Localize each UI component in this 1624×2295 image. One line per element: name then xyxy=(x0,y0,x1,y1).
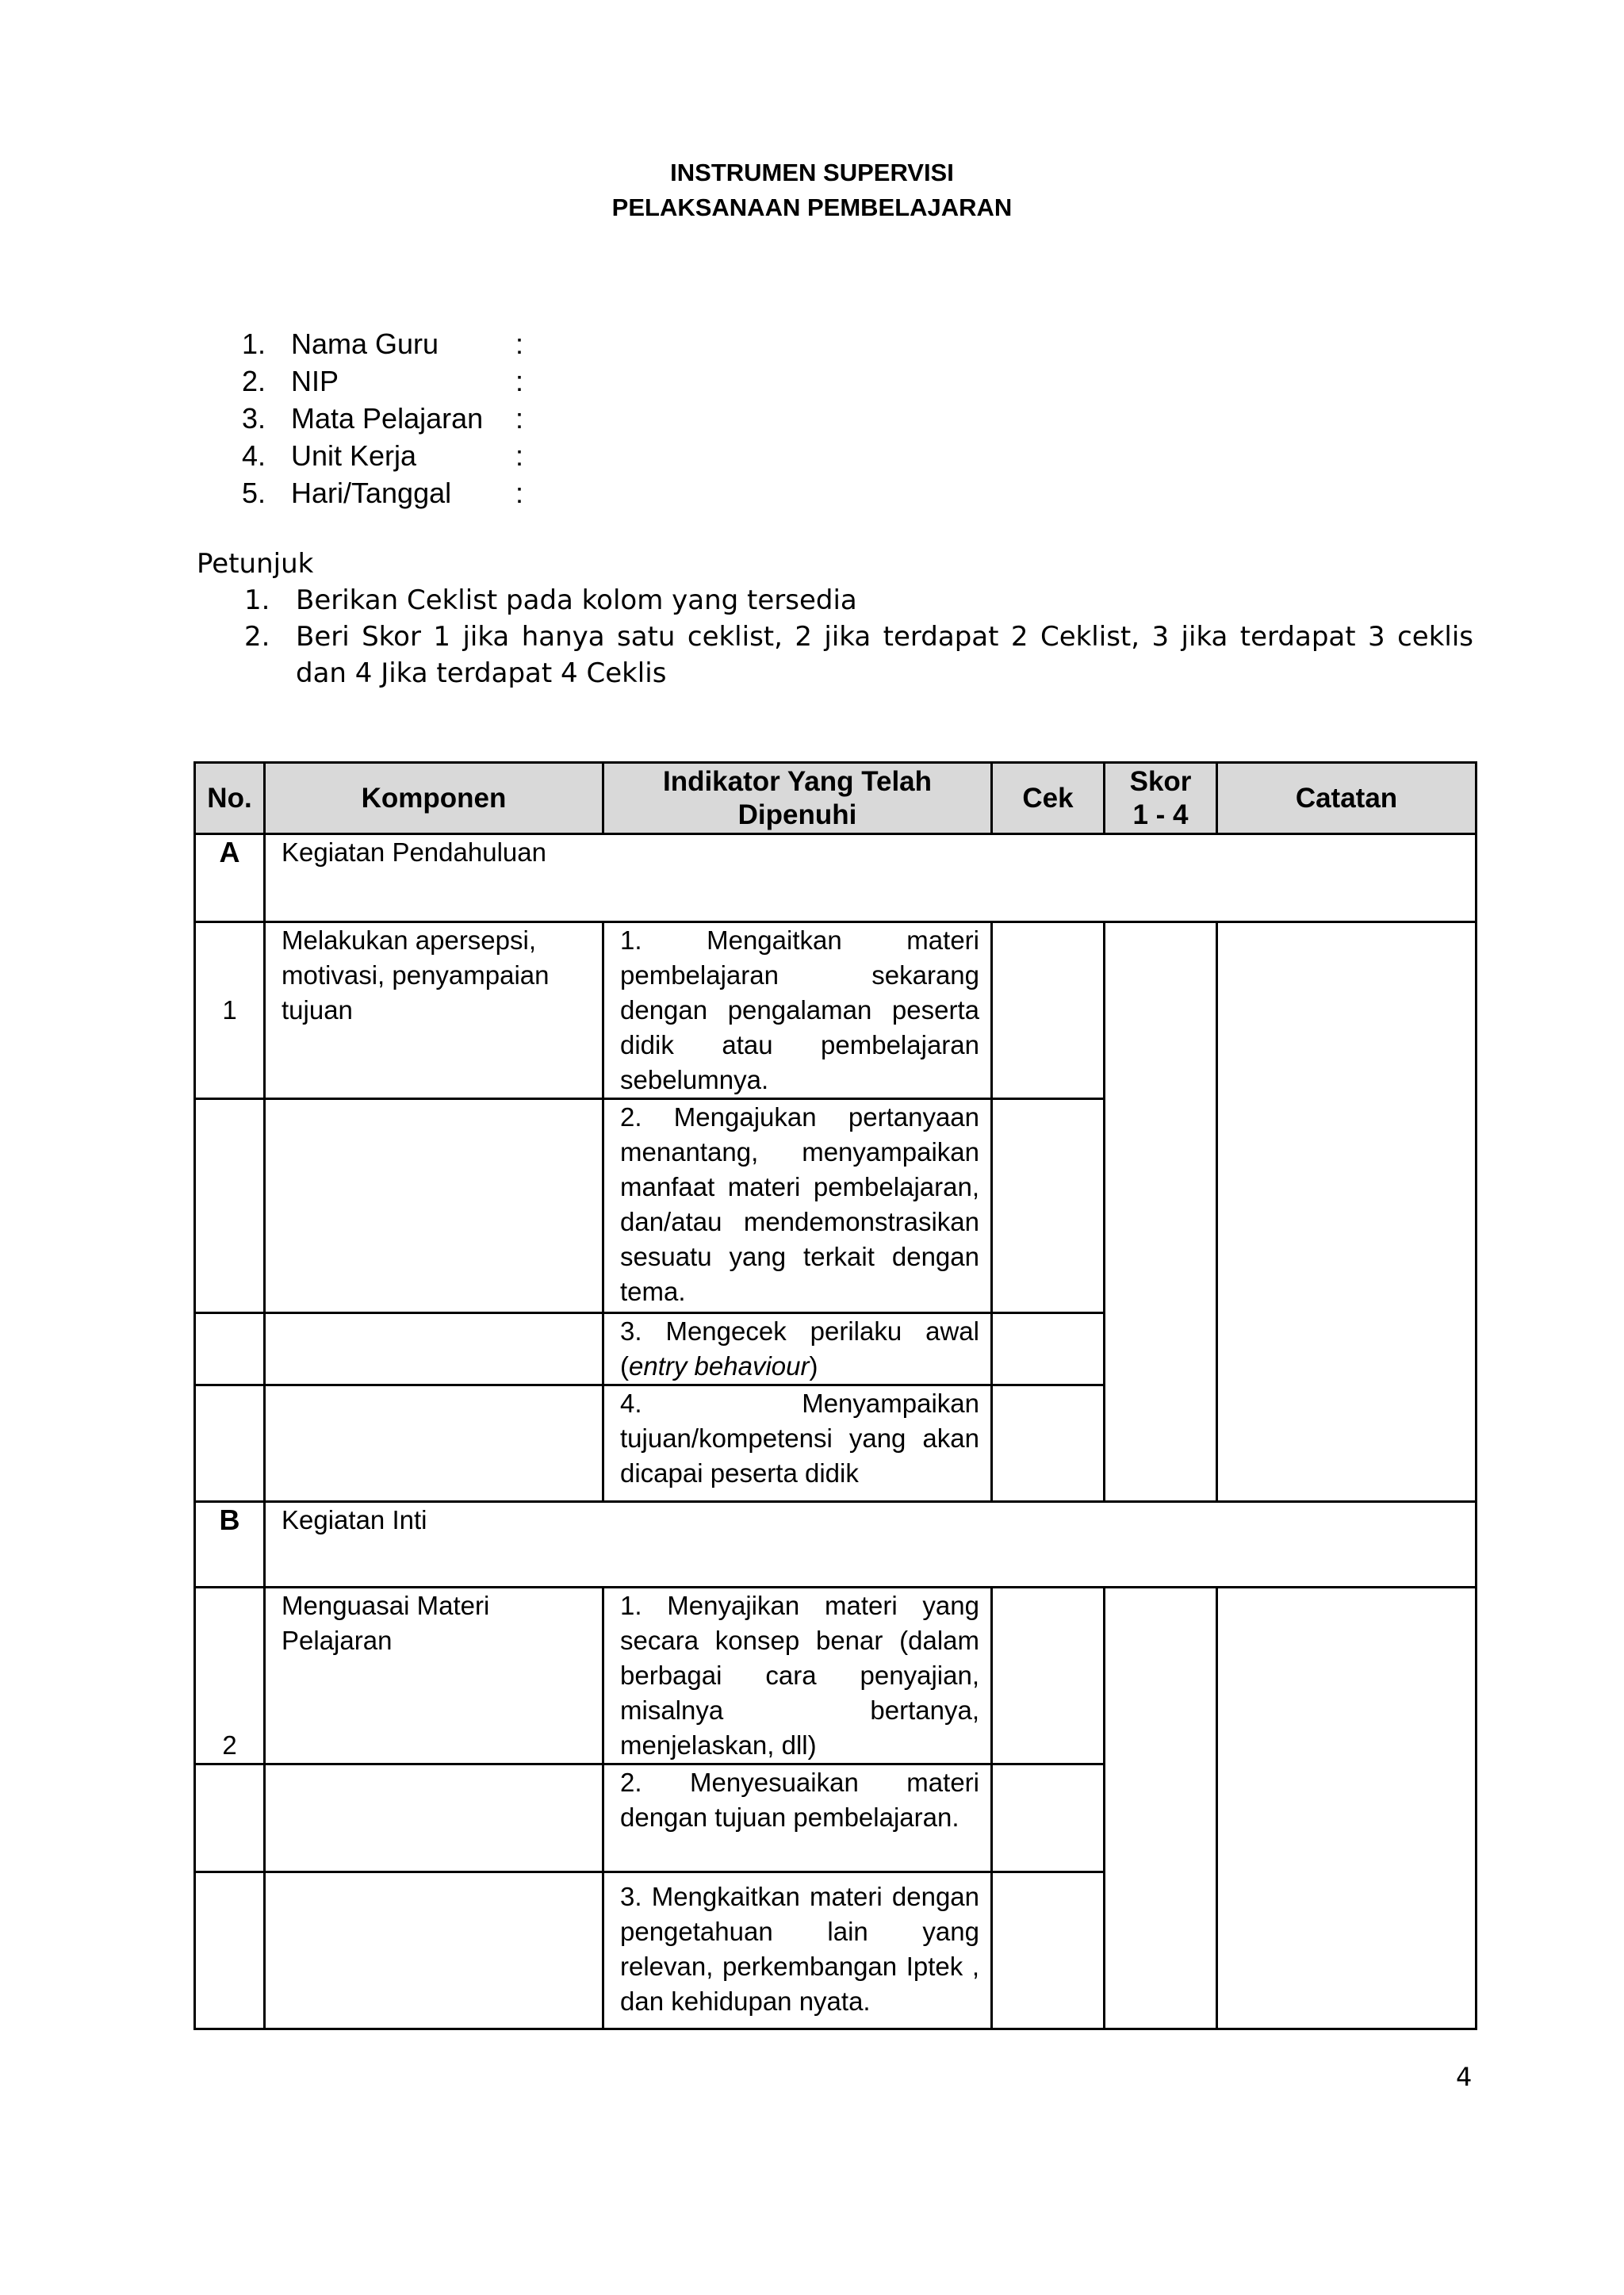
identity-label: NIP xyxy=(291,365,339,397)
empty-komponen-cell xyxy=(265,1385,603,1502)
section-title: Kegiatan Pendahuluan xyxy=(265,834,1477,922)
row-number: 1 xyxy=(195,922,265,1099)
empty-no-cell xyxy=(195,1764,265,1872)
catatan-cell[interactable] xyxy=(1217,922,1477,1502)
row-number: 2 xyxy=(195,1588,265,1764)
cek-cell[interactable] xyxy=(992,1588,1105,1764)
identity-label: Unit Kerja xyxy=(291,439,417,472)
cek-cell[interactable] xyxy=(992,922,1105,1099)
section-row-b xyxy=(195,1502,1477,1588)
identity-row-unit-kerja: 4. Unit Kerja : xyxy=(242,437,523,474)
header-catatan: Catatan xyxy=(1217,763,1477,834)
identity-row-hari-tanggal: 5. Hari/Tanggal : xyxy=(242,474,523,511)
identity-label: Mata Pelajaran xyxy=(291,402,484,435)
section-letter: A xyxy=(195,834,265,922)
indicator-cell: 3. Mengecek perilaku awal (entry behaviour) xyxy=(603,1313,992,1385)
komponen-cell: Menguasai Materi Pelajaran xyxy=(265,1588,603,1764)
empty-no-cell xyxy=(195,1313,265,1385)
title-line-1: INSTRUMEN SUPERVISI xyxy=(670,159,954,186)
identity-row-nip: 2. NIP : xyxy=(242,362,523,400)
empty-komponen-cell xyxy=(265,1872,603,2029)
section-title: Kegiatan Inti xyxy=(265,1502,1477,1588)
identity-fields xyxy=(242,325,523,511)
table-header-row xyxy=(195,763,1477,834)
header-indikator: Indikator Yang Telah Dipenuhi xyxy=(603,763,992,834)
table-row xyxy=(195,922,1477,1099)
komponen-cell: Melakukan apersepsi, motivasi, penyampaian tujuan xyxy=(265,922,603,1099)
empty-komponen-cell xyxy=(265,1764,603,1872)
identity-row-nama-guru: 1. Nama Guru : xyxy=(242,325,523,362)
indicator-cell: 2. Mengajukan pertanyaan menantang, menyampaikan manfaat materi pembelajaran, dan/atau mendemonstrasikan sesuatu yang terkait dengan tema. xyxy=(603,1099,992,1313)
entry-behaviour-italic: entry behaviour xyxy=(629,1351,810,1381)
empty-no-cell xyxy=(195,1385,265,1502)
header-no: No. xyxy=(195,763,265,834)
cek-cell[interactable] xyxy=(992,1385,1105,1502)
section-row-a xyxy=(195,834,1477,922)
cek-cell[interactable] xyxy=(992,1099,1105,1313)
identity-label: Nama Guru xyxy=(291,328,439,360)
identity-row-mata-pelajaran: 3. Mata Pelajaran : xyxy=(242,400,523,437)
header-cek: Cek xyxy=(992,763,1105,834)
cek-cell[interactable] xyxy=(992,1313,1105,1385)
instructions-heading: Petunjuk xyxy=(197,548,314,580)
instruction-item: 2. Beri Skor 1 jika hanya satu ceklist, 2 jika terdapat 2 Ceklist, 3 jika terdapat 3 ceklis dan 4 Jika terdapat 4 Ceklis xyxy=(244,621,1473,689)
instruction-item: 1. Berikan Ceklist pada kolom yang tersedia xyxy=(244,584,857,616)
header-komponen: Komponen xyxy=(265,763,603,834)
indicator-cell: 2. Menyesuaikan materi dengan tujuan pembelajaran. xyxy=(603,1764,992,1872)
empty-komponen-cell xyxy=(265,1099,603,1313)
header-skor: Skor 1 - 4 xyxy=(1105,763,1217,834)
skor-cell[interactable] xyxy=(1105,1588,1217,2029)
indicator-cell: 4. Menyampaikan tujuan/kompetensi yang akan dicapai peserta didik xyxy=(603,1385,992,1502)
document-title xyxy=(0,155,1624,225)
cek-cell[interactable] xyxy=(992,1872,1105,2029)
title-line-2: PELAKSANAAN PEMBELAJARAN xyxy=(611,193,1013,221)
page-number: 4 xyxy=(1456,2062,1473,2092)
skor-cell[interactable] xyxy=(1105,922,1217,1502)
instructions xyxy=(197,546,1473,692)
supervision-table xyxy=(193,761,1477,2030)
indicator-cell: 3. Mengkaitkan materi dengan pengetahuan lain yang relevan, perkembangan Iptek , dan kehidupan nyata. xyxy=(603,1872,992,2029)
section-letter: B xyxy=(195,1502,265,1588)
indicator-cell: 1. Menyajikan materi yang secara konsep benar (dalam berbagai cara penyajian, misalnya bertanya, menjelaskan, dll) xyxy=(603,1588,992,1764)
empty-no-cell xyxy=(195,1099,265,1313)
empty-komponen-cell xyxy=(265,1313,603,1385)
catatan-cell[interactable] xyxy=(1217,1588,1477,2029)
empty-no-cell xyxy=(195,1872,265,2029)
table-row xyxy=(195,1588,1477,1764)
cek-cell[interactable] xyxy=(992,1764,1105,1872)
indicator-cell: 1. Mengaitkan materi pembelajaran sekarang dengan pengalaman peserta didik atau pembelajaran sebelumnya. xyxy=(603,922,992,1099)
identity-label: Hari/Tanggal xyxy=(291,477,452,509)
